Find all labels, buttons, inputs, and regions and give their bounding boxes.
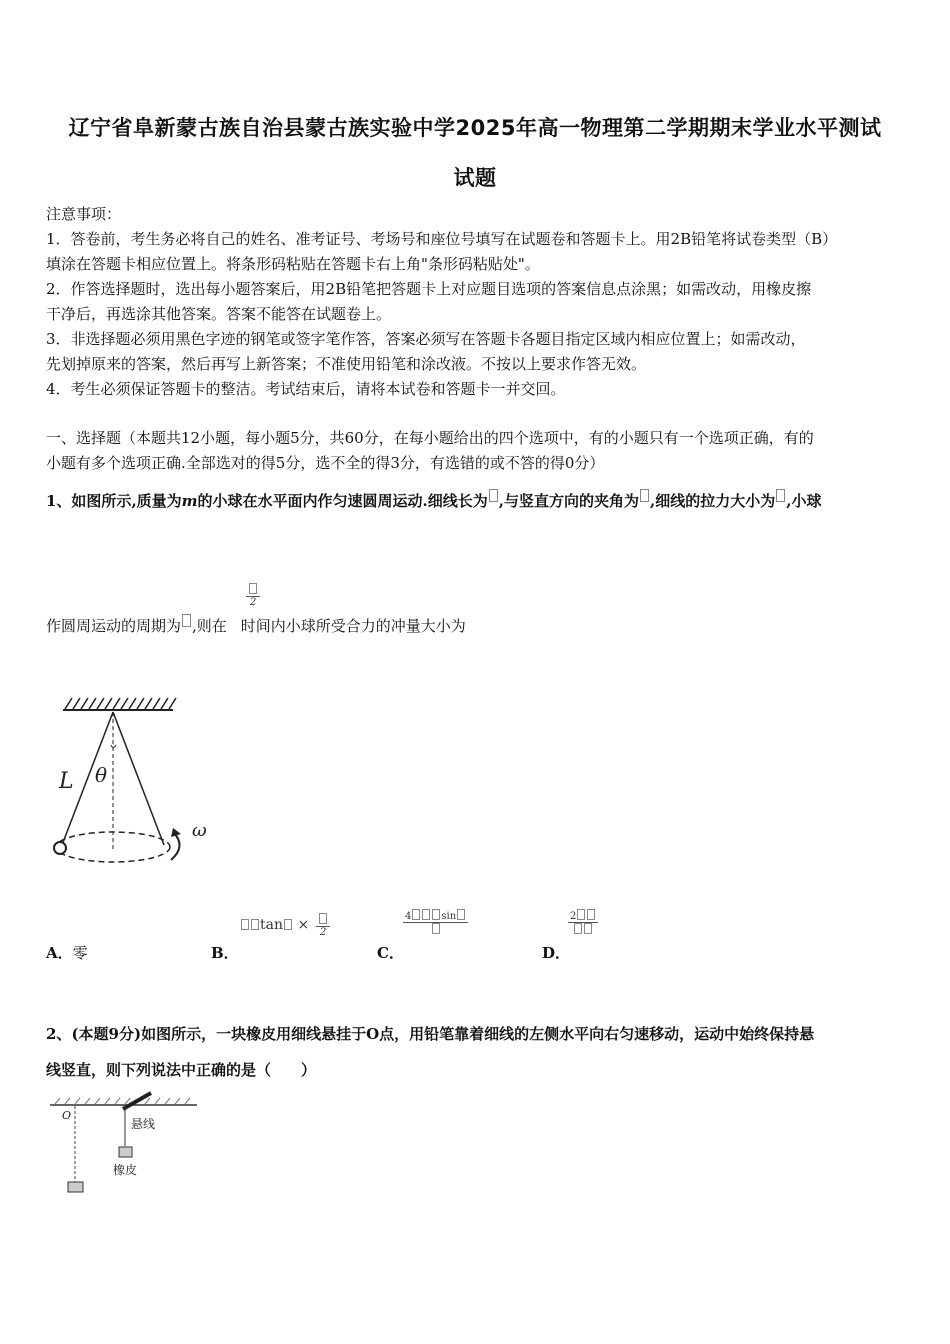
q1-time-fraction: 2 bbox=[246, 583, 260, 608]
question-1-line1: 1、如图所示,质量为m的小球在水平面内作匀速圆周运动.细线长为 ,与竖直方向的夹角为 ,细线的拉力大小为 ,小球 bbox=[46, 489, 821, 511]
label-O: O bbox=[62, 1109, 72, 1122]
conical-pendulum-figure bbox=[45, 690, 225, 880]
missing-symbol-box bbox=[776, 489, 785, 502]
missing-symbol-box bbox=[182, 614, 191, 627]
string-right bbox=[113, 712, 164, 845]
beam-hatching bbox=[55, 1098, 190, 1104]
question-1-line2: 作圆周运动的周期为 ,则在 时间内小球所受合力的冲量大小为 bbox=[46, 614, 466, 636]
notice-line: 填涂在答题卡相应位置上。将条形码粘贴在答题卡右上角"条形码粘贴处"。 bbox=[46, 255, 540, 273]
eraser-pencil-figure bbox=[45, 1090, 205, 1200]
option-a[interactable]: A．零 bbox=[46, 944, 88, 962]
page-title-line2: 试题 bbox=[453, 166, 497, 190]
label-L: L bbox=[59, 769, 74, 794]
option-d-fraction: 2 bbox=[568, 909, 598, 936]
option-d[interactable]: D． bbox=[542, 944, 571, 962]
option-b[interactable]: B． bbox=[211, 944, 239, 962]
page-title-line1: 辽宁省阜新蒙古族自治县蒙古族实验中学2025年高一物理第二学期期末学业水平测试 bbox=[68, 116, 882, 140]
notice-heading: 注意事项： bbox=[46, 205, 122, 223]
notice-line: 1．答卷前，考生务必将自己的姓名、准考证号、考场号和座位号填写在试题卷和答题卡上。用2B铅笔将试卷类型（B） bbox=[46, 230, 838, 248]
notice-line: 3．非选择题必须用黑色字迹的钢笔或签字笔作答，答案必须写在答题卡各题目指定区域内相应位置上；如需改动， bbox=[46, 330, 806, 348]
option-c-fraction: 4 sin bbox=[403, 909, 468, 936]
section-heading-line1: 一、选择题（本题共12小题，每小题5分，共60分，在每小题给出的四个选项中，有的小题只有一个选项正确，有的 bbox=[46, 429, 814, 447]
option-b-fraction: 2 bbox=[316, 913, 330, 938]
ball bbox=[54, 842, 66, 854]
label-hanging-line: 悬线 bbox=[131, 1117, 156, 1131]
notice-line: 先划掉原来的答案，然后再写上新答案；不准使用铅笔和涂改液。不按以上要求作答无效。 bbox=[46, 355, 647, 373]
section-heading-line2: 小题有多个选项正确.全部选对的得5分，选不全的得3分，有选错的或不答的得0分） bbox=[46, 454, 605, 472]
label-theta: θ bbox=[95, 763, 108, 787]
label-eraser: 橡皮 bbox=[113, 1163, 138, 1177]
initial-eraser bbox=[68, 1182, 83, 1192]
ceiling-hatching bbox=[65, 698, 176, 709]
missing-symbol-box bbox=[640, 489, 649, 502]
label-omega: ω bbox=[192, 820, 207, 841]
option-b-formula: tan × bbox=[240, 917, 309, 933]
question-2-line1: 2、(本题9分)如图所示，一块橡皮用细线悬挂于O点，用铅笔靠着细线的左侧水平向右匀速移动，运动中始终保持悬 bbox=[46, 1025, 815, 1043]
angle-arc bbox=[111, 745, 116, 748]
notice-line: 4．考生必须保证答题卡的整洁。考试结束后，请将本试卷和答题卡一并交回。 bbox=[46, 380, 566, 398]
notice-line: 2．作答选择题时，选出每小题答案后，用2B铅笔把答题卡上对应题目选项的答案信息点涂黑；如需改动，用橡皮擦 bbox=[46, 280, 812, 298]
notice-line: 干净后，再选涂其他答案。答案不能答在试题卷上。 bbox=[46, 305, 392, 323]
missing-symbol-box bbox=[489, 489, 498, 502]
question-2-line2: 线竖直，则下列说法中正确的是（ ） bbox=[46, 1061, 317, 1079]
option-c[interactable]: C． bbox=[377, 944, 404, 962]
eraser bbox=[119, 1147, 132, 1157]
